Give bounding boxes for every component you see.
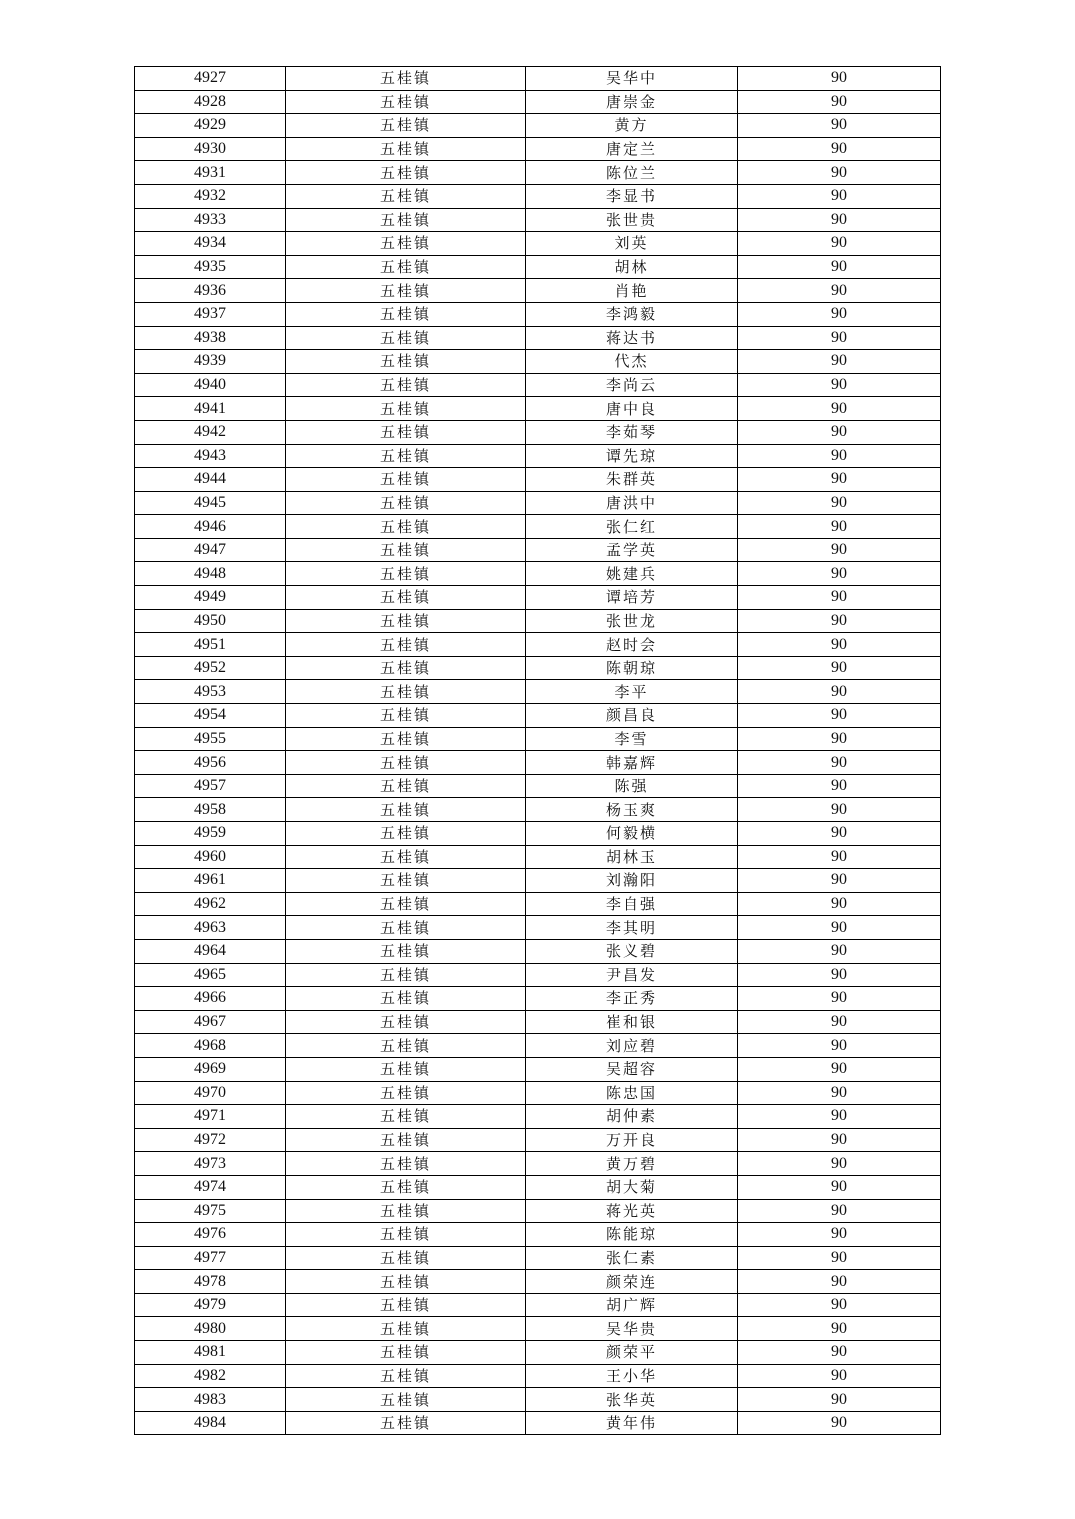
value-cell: 90 — [738, 515, 941, 539]
table-row — [135, 939, 941, 963]
table-row — [135, 727, 941, 751]
table-row — [135, 822, 941, 846]
serial-number-cell: 4968 — [135, 1034, 286, 1058]
town-cell: 五桂镇 — [286, 1010, 526, 1034]
town-cell: 五桂镇 — [286, 161, 526, 185]
town-cell: 五桂镇 — [286, 1081, 526, 1105]
serial-number-cell: 4980 — [135, 1317, 286, 1341]
table-row — [135, 1152, 941, 1176]
table-row — [135, 609, 941, 633]
serial-number-cell: 4956 — [135, 751, 286, 775]
serial-number-cell: 4949 — [135, 586, 286, 610]
serial-number-cell: 4938 — [135, 326, 286, 350]
serial-number-cell: 4958 — [135, 798, 286, 822]
town-cell: 五桂镇 — [286, 1270, 526, 1294]
serial-number-cell: 4981 — [135, 1341, 286, 1365]
name-cell: 胡仲素 — [526, 1105, 738, 1129]
town-cell: 五桂镇 — [286, 350, 526, 374]
table-row — [135, 302, 941, 326]
name-cell: 谭先琼 — [526, 444, 738, 468]
value-cell: 90 — [738, 916, 941, 940]
serial-number-cell: 4962 — [135, 892, 286, 916]
value-cell: 90 — [738, 774, 941, 798]
town-cell: 五桂镇 — [286, 1223, 526, 1247]
table-row — [135, 704, 941, 728]
name-cell: 崔和银 — [526, 1010, 738, 1034]
town-cell: 五桂镇 — [286, 1175, 526, 1199]
table-row — [135, 1223, 941, 1247]
table-row — [135, 586, 941, 610]
table-row — [135, 444, 941, 468]
serial-number-cell: 4979 — [135, 1293, 286, 1317]
name-cell: 李自强 — [526, 892, 738, 916]
name-cell: 万开良 — [526, 1128, 738, 1152]
town-cell: 五桂镇 — [286, 680, 526, 704]
town-cell: 五桂镇 — [286, 114, 526, 138]
town-cell: 五桂镇 — [286, 1388, 526, 1412]
name-cell: 唐定兰 — [526, 137, 738, 161]
name-cell: 颜荣平 — [526, 1341, 738, 1365]
name-cell: 代杰 — [526, 350, 738, 374]
value-cell: 90 — [738, 1411, 941, 1435]
table-row — [135, 538, 941, 562]
serial-number-cell: 4951 — [135, 633, 286, 657]
serial-number-cell: 4973 — [135, 1152, 286, 1176]
town-cell: 五桂镇 — [286, 1128, 526, 1152]
table-row — [135, 67, 941, 91]
name-cell: 李显书 — [526, 184, 738, 208]
town-cell: 五桂镇 — [286, 326, 526, 350]
table-row — [135, 279, 941, 303]
value-cell: 90 — [738, 1246, 941, 1270]
name-cell: 胡林玉 — [526, 845, 738, 869]
table-row — [135, 326, 941, 350]
name-cell: 陈能琼 — [526, 1223, 738, 1247]
town-cell: 五桂镇 — [286, 963, 526, 987]
town-cell: 五桂镇 — [286, 420, 526, 444]
value-cell: 90 — [738, 279, 941, 303]
serial-number-cell: 4940 — [135, 373, 286, 397]
serial-number-cell: 4976 — [135, 1223, 286, 1247]
serial-number-cell: 4944 — [135, 468, 286, 492]
value-cell: 90 — [738, 656, 941, 680]
town-cell: 五桂镇 — [286, 704, 526, 728]
table-row — [135, 90, 941, 114]
value-cell: 90 — [738, 1105, 941, 1129]
town-cell: 五桂镇 — [286, 1199, 526, 1223]
serial-number-cell: 4934 — [135, 232, 286, 256]
serial-number-cell: 4933 — [135, 208, 286, 232]
name-cell: 张仁素 — [526, 1246, 738, 1270]
town-cell: 五桂镇 — [286, 562, 526, 586]
value-cell: 90 — [738, 1010, 941, 1034]
value-cell: 90 — [738, 1152, 941, 1176]
table-row — [135, 656, 941, 680]
table-row — [135, 114, 941, 138]
name-cell: 吴超容 — [526, 1057, 738, 1081]
serial-number-cell: 4952 — [135, 656, 286, 680]
value-cell: 90 — [738, 444, 941, 468]
town-cell: 五桂镇 — [286, 302, 526, 326]
table-row — [135, 184, 941, 208]
town-cell: 五桂镇 — [286, 538, 526, 562]
town-cell: 五桂镇 — [286, 869, 526, 893]
town-cell: 五桂镇 — [286, 939, 526, 963]
table-row — [135, 987, 941, 1011]
serial-number-cell: 4969 — [135, 1057, 286, 1081]
town-cell: 五桂镇 — [286, 137, 526, 161]
name-cell: 蒋达书 — [526, 326, 738, 350]
name-cell: 韩嘉辉 — [526, 751, 738, 775]
table-row — [135, 680, 941, 704]
table-row — [135, 420, 941, 444]
serial-number-cell: 4939 — [135, 350, 286, 374]
table-row — [135, 1293, 941, 1317]
value-cell: 90 — [738, 845, 941, 869]
value-cell: 90 — [738, 892, 941, 916]
value-cell: 90 — [738, 1293, 941, 1317]
value-cell: 90 — [738, 1175, 941, 1199]
name-cell: 陈忠国 — [526, 1081, 738, 1105]
name-cell: 颜荣连 — [526, 1270, 738, 1294]
value-cell: 90 — [738, 727, 941, 751]
name-cell: 张华英 — [526, 1388, 738, 1412]
value-cell: 90 — [738, 1341, 941, 1365]
value-cell: 90 — [738, 161, 941, 185]
town-cell: 五桂镇 — [286, 255, 526, 279]
name-cell: 李平 — [526, 680, 738, 704]
value-cell: 90 — [738, 1128, 941, 1152]
serial-number-cell: 4950 — [135, 609, 286, 633]
name-cell: 谭培芳 — [526, 586, 738, 610]
table-row — [135, 1246, 941, 1270]
table-row — [135, 963, 941, 987]
serial-number-cell: 4948 — [135, 562, 286, 586]
name-cell: 黄年伟 — [526, 1411, 738, 1435]
table-row — [135, 373, 941, 397]
table-row — [135, 845, 941, 869]
table-row — [135, 1364, 941, 1388]
table-row — [135, 892, 941, 916]
table-row — [135, 1341, 941, 1365]
name-cell: 陈位兰 — [526, 161, 738, 185]
town-cell: 五桂镇 — [286, 727, 526, 751]
value-cell: 90 — [738, 326, 941, 350]
serial-number-cell: 4957 — [135, 774, 286, 798]
value-cell: 90 — [738, 1223, 941, 1247]
table-row — [135, 161, 941, 185]
value-cell: 90 — [738, 373, 941, 397]
value-cell: 90 — [738, 939, 941, 963]
name-cell: 张义碧 — [526, 939, 738, 963]
value-cell: 90 — [738, 963, 941, 987]
table-row — [135, 1388, 941, 1412]
table-row — [135, 137, 941, 161]
serial-number-cell: 4959 — [135, 822, 286, 846]
name-cell: 刘瀚阳 — [526, 869, 738, 893]
name-cell: 张世龙 — [526, 609, 738, 633]
value-cell: 90 — [738, 255, 941, 279]
serial-number-cell: 4930 — [135, 137, 286, 161]
serial-number-cell: 4942 — [135, 420, 286, 444]
serial-number-cell: 4928 — [135, 90, 286, 114]
name-cell: 李其明 — [526, 916, 738, 940]
town-cell: 五桂镇 — [286, 373, 526, 397]
serial-number-cell: 4947 — [135, 538, 286, 562]
table-row — [135, 798, 941, 822]
value-cell: 90 — [738, 397, 941, 421]
name-cell: 尹昌发 — [526, 963, 738, 987]
value-cell: 90 — [738, 468, 941, 492]
name-cell: 黄方 — [526, 114, 738, 138]
serial-number-cell: 4961 — [135, 869, 286, 893]
town-cell: 五桂镇 — [286, 845, 526, 869]
name-cell: 刘英 — [526, 232, 738, 256]
serial-number-cell: 4931 — [135, 161, 286, 185]
name-cell: 张世贵 — [526, 208, 738, 232]
serial-number-cell: 4927 — [135, 67, 286, 91]
name-cell: 蒋光英 — [526, 1199, 738, 1223]
value-cell: 90 — [738, 1317, 941, 1341]
town-cell: 五桂镇 — [286, 798, 526, 822]
value-cell: 90 — [738, 586, 941, 610]
serial-number-cell: 4960 — [135, 845, 286, 869]
name-cell: 杨玉爽 — [526, 798, 738, 822]
table-row — [135, 255, 941, 279]
name-cell: 刘应碧 — [526, 1034, 738, 1058]
table-row — [135, 774, 941, 798]
serial-number-cell: 4943 — [135, 444, 286, 468]
name-cell: 赵时会 — [526, 633, 738, 657]
town-cell: 五桂镇 — [286, 822, 526, 846]
table-row — [135, 1034, 941, 1058]
data-table — [134, 66, 941, 1435]
serial-number-cell: 4963 — [135, 916, 286, 940]
town-cell: 五桂镇 — [286, 1246, 526, 1270]
town-cell: 五桂镇 — [286, 67, 526, 91]
serial-number-cell: 4955 — [135, 727, 286, 751]
name-cell: 胡林 — [526, 255, 738, 279]
table-row — [135, 633, 941, 657]
name-cell: 唐中良 — [526, 397, 738, 421]
serial-number-cell: 4972 — [135, 1128, 286, 1152]
value-cell: 90 — [738, 302, 941, 326]
serial-number-cell: 4971 — [135, 1105, 286, 1129]
town-cell: 五桂镇 — [286, 1341, 526, 1365]
town-cell: 五桂镇 — [286, 892, 526, 916]
town-cell: 五桂镇 — [286, 208, 526, 232]
serial-number-cell: 4977 — [135, 1246, 286, 1270]
serial-number-cell: 4936 — [135, 279, 286, 303]
value-cell: 90 — [738, 633, 941, 657]
town-cell: 五桂镇 — [286, 1057, 526, 1081]
serial-number-cell: 4975 — [135, 1199, 286, 1223]
name-cell: 吴华贵 — [526, 1317, 738, 1341]
table-row — [135, 916, 941, 940]
value-cell: 90 — [738, 67, 941, 91]
name-cell: 王小华 — [526, 1364, 738, 1388]
name-cell: 李正秀 — [526, 987, 738, 1011]
table-row — [135, 208, 941, 232]
table-row — [135, 397, 941, 421]
serial-number-cell: 4983 — [135, 1388, 286, 1412]
town-cell: 五桂镇 — [286, 609, 526, 633]
serial-number-cell: 4932 — [135, 184, 286, 208]
table-row — [135, 1199, 941, 1223]
name-cell: 肖艳 — [526, 279, 738, 303]
town-cell: 五桂镇 — [286, 468, 526, 492]
value-cell: 90 — [738, 232, 941, 256]
value-cell: 90 — [738, 680, 941, 704]
value-cell: 90 — [738, 1270, 941, 1294]
town-cell: 五桂镇 — [286, 916, 526, 940]
value-cell: 90 — [738, 137, 941, 161]
name-cell: 胡大菊 — [526, 1175, 738, 1199]
town-cell: 五桂镇 — [286, 774, 526, 798]
name-cell: 黄万碧 — [526, 1152, 738, 1176]
value-cell: 90 — [738, 609, 941, 633]
town-cell: 五桂镇 — [286, 656, 526, 680]
name-cell: 李茹琴 — [526, 420, 738, 444]
value-cell: 90 — [738, 1388, 941, 1412]
town-cell: 五桂镇 — [286, 232, 526, 256]
value-cell: 90 — [738, 1034, 941, 1058]
serial-number-cell: 4953 — [135, 680, 286, 704]
name-cell: 唐洪中 — [526, 491, 738, 515]
serial-number-cell: 4937 — [135, 302, 286, 326]
value-cell: 90 — [738, 751, 941, 775]
name-cell: 李鸿毅 — [526, 302, 738, 326]
serial-number-cell: 4941 — [135, 397, 286, 421]
town-cell: 五桂镇 — [286, 1105, 526, 1129]
name-cell: 李尚云 — [526, 373, 738, 397]
town-cell: 五桂镇 — [286, 633, 526, 657]
town-cell: 五桂镇 — [286, 751, 526, 775]
value-cell: 90 — [738, 184, 941, 208]
town-cell: 五桂镇 — [286, 1364, 526, 1388]
table-row — [135, 1105, 941, 1129]
table-row — [135, 1411, 941, 1435]
town-cell: 五桂镇 — [286, 444, 526, 468]
value-cell: 90 — [738, 822, 941, 846]
value-cell: 90 — [738, 208, 941, 232]
table-row — [135, 751, 941, 775]
town-cell: 五桂镇 — [286, 1293, 526, 1317]
serial-number-cell: 4978 — [135, 1270, 286, 1294]
town-cell: 五桂镇 — [286, 90, 526, 114]
table-row — [135, 869, 941, 893]
table-row — [135, 1010, 941, 1034]
value-cell: 90 — [738, 1081, 941, 1105]
name-cell: 李雪 — [526, 727, 738, 751]
table-row — [135, 1317, 941, 1341]
name-cell: 陈强 — [526, 774, 738, 798]
table-row — [135, 515, 941, 539]
value-cell: 90 — [738, 562, 941, 586]
name-cell: 胡广辉 — [526, 1293, 738, 1317]
value-cell: 90 — [738, 1364, 941, 1388]
town-cell: 五桂镇 — [286, 1411, 526, 1435]
table-row — [135, 562, 941, 586]
serial-number-cell: 4965 — [135, 963, 286, 987]
table-row — [135, 491, 941, 515]
name-cell: 颜昌良 — [526, 704, 738, 728]
value-cell: 90 — [738, 114, 941, 138]
value-cell: 90 — [738, 798, 941, 822]
town-cell: 五桂镇 — [286, 491, 526, 515]
serial-number-cell: 4974 — [135, 1175, 286, 1199]
table-row — [135, 350, 941, 374]
serial-number-cell: 4967 — [135, 1010, 286, 1034]
name-cell: 姚建兵 — [526, 562, 738, 586]
value-cell: 90 — [738, 1199, 941, 1223]
name-cell: 朱群英 — [526, 468, 738, 492]
table-row — [135, 1175, 941, 1199]
value-cell: 90 — [738, 1057, 941, 1081]
serial-number-cell: 4970 — [135, 1081, 286, 1105]
value-cell: 90 — [738, 704, 941, 728]
name-cell: 何毅横 — [526, 822, 738, 846]
serial-number-cell: 4954 — [135, 704, 286, 728]
table-row — [135, 232, 941, 256]
value-cell: 90 — [738, 420, 941, 444]
table-body — [135, 67, 941, 1435]
serial-number-cell: 4966 — [135, 987, 286, 1011]
town-cell: 五桂镇 — [286, 279, 526, 303]
town-cell: 五桂镇 — [286, 397, 526, 421]
value-cell: 90 — [738, 90, 941, 114]
serial-number-cell: 4929 — [135, 114, 286, 138]
value-cell: 90 — [738, 869, 941, 893]
serial-number-cell: 4946 — [135, 515, 286, 539]
table-row — [135, 1081, 941, 1105]
town-cell: 五桂镇 — [286, 987, 526, 1011]
table-row — [135, 468, 941, 492]
table-row — [135, 1057, 941, 1081]
name-cell: 吴华中 — [526, 67, 738, 91]
value-cell: 90 — [738, 491, 941, 515]
table-row — [135, 1270, 941, 1294]
town-cell: 五桂镇 — [286, 515, 526, 539]
serial-number-cell: 4945 — [135, 491, 286, 515]
town-cell: 五桂镇 — [286, 1317, 526, 1341]
serial-number-cell: 4984 — [135, 1411, 286, 1435]
value-cell: 90 — [738, 987, 941, 1011]
value-cell: 90 — [738, 350, 941, 374]
name-cell: 唐崇金 — [526, 90, 738, 114]
name-cell: 陈朝琼 — [526, 656, 738, 680]
name-cell: 张仁红 — [526, 515, 738, 539]
town-cell: 五桂镇 — [286, 586, 526, 610]
town-cell: 五桂镇 — [286, 1152, 526, 1176]
value-cell: 90 — [738, 538, 941, 562]
table-row — [135, 1128, 941, 1152]
town-cell: 五桂镇 — [286, 184, 526, 208]
serial-number-cell: 4982 — [135, 1364, 286, 1388]
serial-number-cell: 4964 — [135, 939, 286, 963]
town-cell: 五桂镇 — [286, 1034, 526, 1058]
serial-number-cell: 4935 — [135, 255, 286, 279]
name-cell: 孟学英 — [526, 538, 738, 562]
